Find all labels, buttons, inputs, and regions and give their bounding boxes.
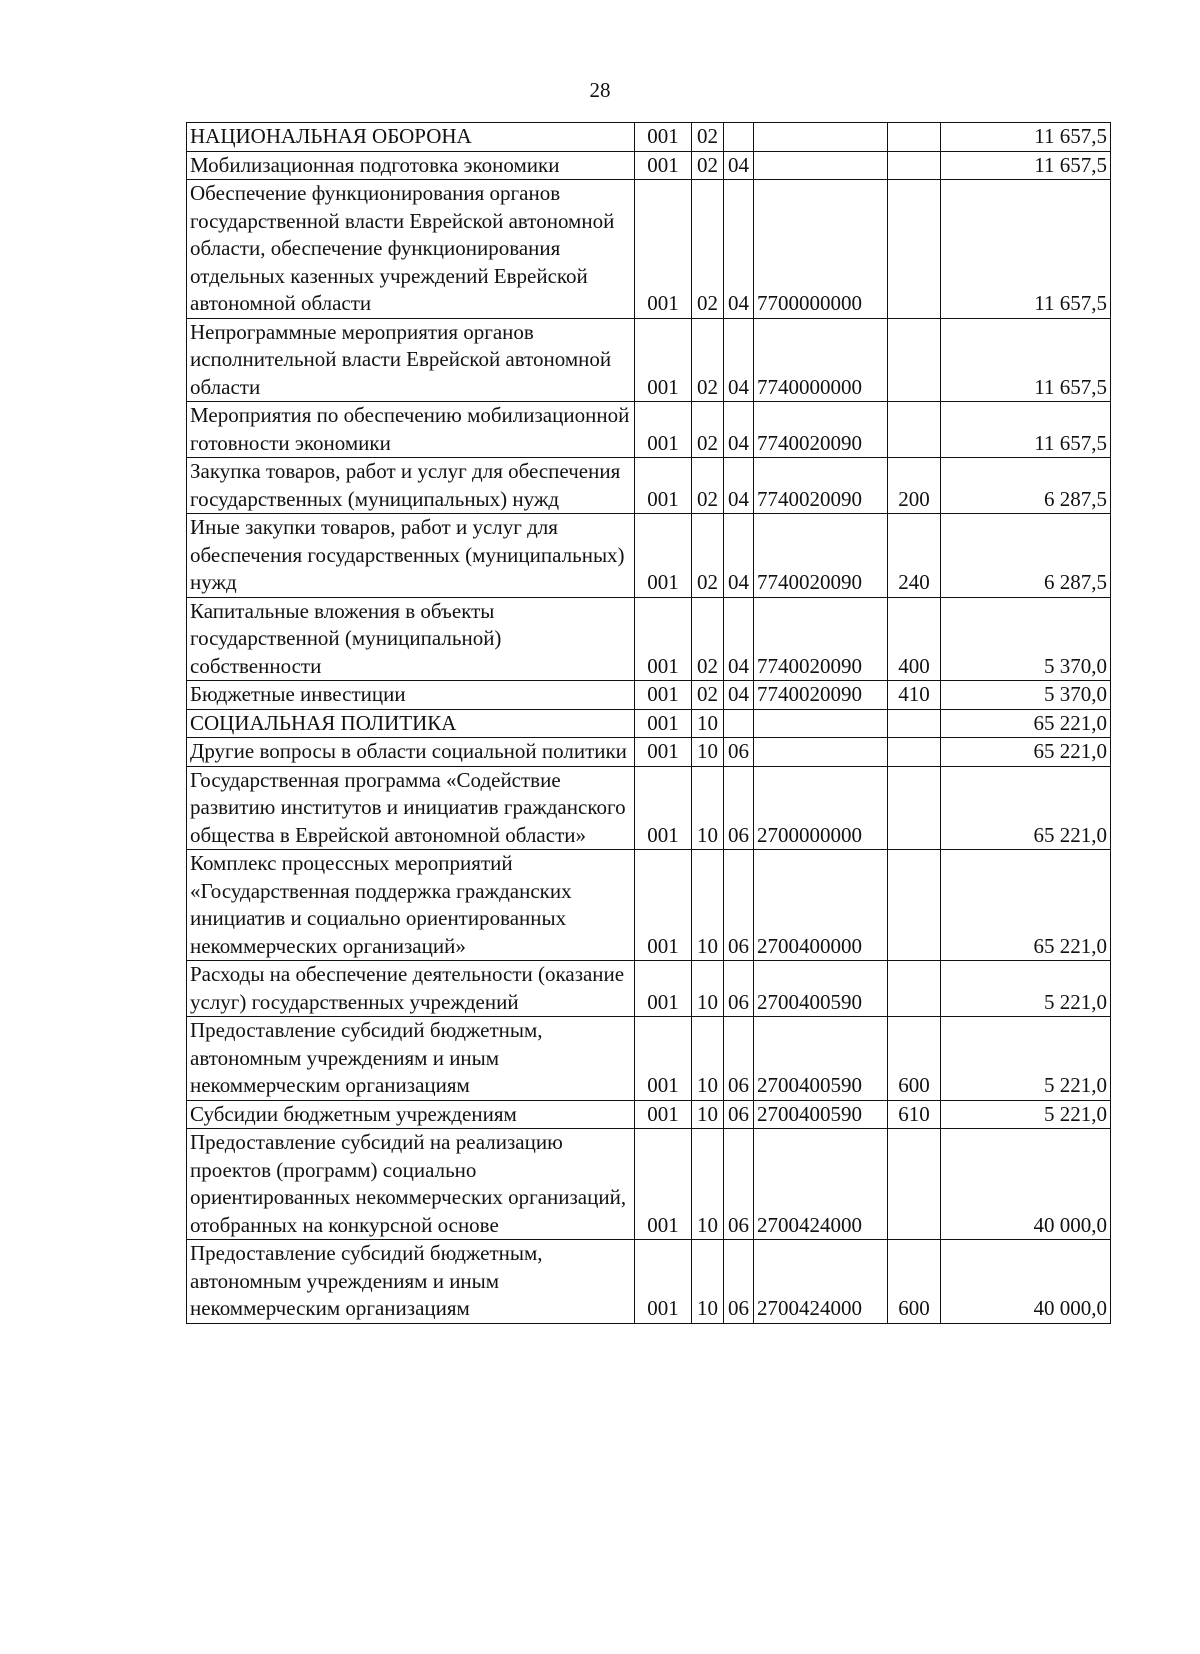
expense-type-code <box>888 1129 941 1240</box>
expense-type-code: 240 <box>888 514 941 598</box>
table-row <box>187 1240 1111 1324</box>
expense-name: Предоставление субсидий бюджетным, автономным учреждениям и иным некоммерческим организациям <box>187 1240 635 1324</box>
expense-name: Закупка товаров, работ и услуг для обеспечения государственных (муниципальных) нужд <box>187 458 635 514</box>
amount: 65 221,0 <box>941 850 1111 961</box>
admin-code: 001 <box>635 514 692 598</box>
admin-code: 001 <box>635 1017 692 1101</box>
expense-type-code <box>888 318 941 402</box>
section-code: 02 <box>692 151 724 180</box>
expense-name: Мероприятия по обеспечению мобилизационной готовности экономики <box>187 402 635 458</box>
section-code: 02 <box>692 458 724 514</box>
section-code: 10 <box>692 961 724 1017</box>
section-code: 02 <box>692 402 724 458</box>
subsection-code: 04 <box>724 681 754 710</box>
target-article-code <box>754 738 888 767</box>
table-row <box>187 766 1111 850</box>
expense-name: Расходы на обеспечение деятельности (оказание услуг) государственных учреждений <box>187 961 635 1017</box>
section-code: 10 <box>692 1240 724 1324</box>
section-code: 02 <box>692 123 724 152</box>
target-article-code <box>754 709 888 738</box>
expense-name: Бюджетные инвестиции <box>187 681 635 710</box>
table-row <box>187 514 1111 598</box>
subsection-code <box>724 123 754 152</box>
table-row <box>187 402 1111 458</box>
expense-name: Капитальные вложения в объекты государственной (муниципальной) собственности <box>187 597 635 681</box>
admin-code: 001 <box>635 597 692 681</box>
section-code: 10 <box>692 1100 724 1129</box>
expense-name: Комплекс процессных мероприятий «Государственная поддержка гражданских инициатив и социально ориентированных некоммерческих организаций» <box>187 850 635 961</box>
amount: 5 221,0 <box>941 1100 1111 1129</box>
table-row <box>187 738 1111 767</box>
budget-table <box>186 122 1111 1324</box>
section-code: 10 <box>692 1017 724 1101</box>
expense-type-code <box>888 738 941 767</box>
section-code: 10 <box>692 1129 724 1240</box>
table-row <box>187 123 1111 152</box>
table-row <box>187 1017 1111 1101</box>
section-code: 10 <box>692 738 724 767</box>
expense-type-code: 600 <box>888 1017 941 1101</box>
table-row <box>187 1129 1111 1240</box>
expense-name: Предоставление субсидий на реализацию проектов (программ) социально ориентированных некоммерческих организаций, отобранных на конкурсной основе <box>187 1129 635 1240</box>
section-code: 02 <box>692 514 724 598</box>
expense-name: СОЦИАЛЬНАЯ ПОЛИТИКА <box>187 709 635 738</box>
section-code: 02 <box>692 681 724 710</box>
target-article-code: 7740020090 <box>754 458 888 514</box>
expense-type-code <box>888 180 941 319</box>
page-number: 28 <box>589 78 611 102</box>
subsection-code: 06 <box>724 1129 754 1240</box>
expense-type-code <box>888 402 941 458</box>
amount: 5 221,0 <box>941 1017 1111 1101</box>
expense-name: Мобилизационная подготовка экономики <box>187 151 635 180</box>
expense-type-code: 600 <box>888 1240 941 1324</box>
amount: 11 657,5 <box>941 318 1111 402</box>
target-article-code: 2700400590 <box>754 1100 888 1129</box>
admin-code: 001 <box>635 458 692 514</box>
expense-name: Другие вопросы в области социальной политики <box>187 738 635 767</box>
expense-name: НАЦИОНАЛЬНАЯ ОБОРОНА <box>187 123 635 152</box>
expense-name: Непрограммные мероприятия органов исполнительной власти Еврейской автономной области <box>187 318 635 402</box>
amount: 5 370,0 <box>941 681 1111 710</box>
table-row <box>187 180 1111 319</box>
target-article-code: 2700400590 <box>754 1017 888 1101</box>
admin-code: 001 <box>635 681 692 710</box>
section-code: 10 <box>692 709 724 738</box>
amount: 65 221,0 <box>941 738 1111 767</box>
expense-type-code: 610 <box>888 1100 941 1129</box>
target-article-code: 2700000000 <box>754 766 888 850</box>
section-code: 10 <box>692 850 724 961</box>
subsection-code: 04 <box>724 151 754 180</box>
target-article-code: 7740020090 <box>754 681 888 710</box>
admin-code: 001 <box>635 1100 692 1129</box>
expense-type-code <box>888 961 941 1017</box>
expense-name: Субсидии бюджетным учреждениям <box>187 1100 635 1129</box>
expense-type-code <box>888 850 941 961</box>
admin-code: 001 <box>635 180 692 319</box>
table-row <box>187 681 1111 710</box>
table-row <box>187 961 1111 1017</box>
table-row <box>187 318 1111 402</box>
table-row <box>187 151 1111 180</box>
table-row <box>187 597 1111 681</box>
target-article-code <box>754 151 888 180</box>
target-article-code: 7740020090 <box>754 514 888 598</box>
target-article-code: 7740000000 <box>754 318 888 402</box>
table-row <box>187 850 1111 961</box>
amount: 6 287,5 <box>941 458 1111 514</box>
expense-type-code <box>888 766 941 850</box>
admin-code: 001 <box>635 1240 692 1324</box>
target-article-code: 7740020090 <box>754 402 888 458</box>
amount: 65 221,0 <box>941 766 1111 850</box>
subsection-code: 04 <box>724 318 754 402</box>
subsection-code: 04 <box>724 514 754 598</box>
section-code: 02 <box>692 597 724 681</box>
expense-type-code: 400 <box>888 597 941 681</box>
target-article-code: 7740020090 <box>754 597 888 681</box>
amount: 11 657,5 <box>941 402 1111 458</box>
target-article-code: 2700400000 <box>754 850 888 961</box>
expense-name: Обеспечение функционирования органов государственной власти Еврейской автономной области, обеспечение функционирования отдельных казенных учреждений Еврейской автономной области <box>187 180 635 319</box>
subsection-code: 04 <box>724 180 754 319</box>
amount: 5 221,0 <box>941 961 1111 1017</box>
section-code: 10 <box>692 766 724 850</box>
expense-type-code: 200 <box>888 458 941 514</box>
expense-name: Предоставление субсидий бюджетным, автономным учреждениям и иным некоммерческим организациям <box>187 1017 635 1101</box>
target-article-code: 2700424000 <box>754 1129 888 1240</box>
admin-code: 001 <box>635 766 692 850</box>
expense-type-code <box>888 151 941 180</box>
subsection-code <box>724 709 754 738</box>
subsection-code: 04 <box>724 402 754 458</box>
subsection-code: 06 <box>724 1017 754 1101</box>
amount: 6 287,5 <box>941 514 1111 598</box>
target-article-code <box>754 123 888 152</box>
subsection-code: 06 <box>724 1240 754 1324</box>
amount: 11 657,5 <box>941 180 1111 319</box>
section-code: 02 <box>692 180 724 319</box>
subsection-code: 06 <box>724 961 754 1017</box>
admin-code: 001 <box>635 709 692 738</box>
expense-type-code: 410 <box>888 681 941 710</box>
section-code: 02 <box>692 318 724 402</box>
subsection-code: 06 <box>724 766 754 850</box>
amount: 11 657,5 <box>941 123 1111 152</box>
target-article-code: 2700400590 <box>754 961 888 1017</box>
target-article-code: 2700424000 <box>754 1240 888 1324</box>
subsection-code: 06 <box>724 1100 754 1129</box>
expense-name: Государственная программа «Содействие развитию институтов и инициатив гражданского общества в Еврейской автономной области» <box>187 766 635 850</box>
table-row <box>187 458 1111 514</box>
expense-type-code <box>888 123 941 152</box>
table-body <box>187 123 1111 1324</box>
admin-code: 001 <box>635 850 692 961</box>
expense-name: Иные закупки товаров, работ и услуг для обеспечения государственных (муниципальных) нужд <box>187 514 635 598</box>
admin-code: 001 <box>635 123 692 152</box>
amount: 5 370,0 <box>941 597 1111 681</box>
expense-type-code <box>888 709 941 738</box>
amount: 40 000,0 <box>941 1240 1111 1324</box>
target-article-code: 7700000000 <box>754 180 888 319</box>
amount: 65 221,0 <box>941 709 1111 738</box>
admin-code: 001 <box>635 402 692 458</box>
subsection-code: 04 <box>724 597 754 681</box>
amount: 40 000,0 <box>941 1129 1111 1240</box>
amount: 11 657,5 <box>941 151 1111 180</box>
admin-code: 001 <box>635 318 692 402</box>
table-row <box>187 1100 1111 1129</box>
subsection-code: 06 <box>724 738 754 767</box>
admin-code: 001 <box>635 961 692 1017</box>
admin-code: 001 <box>635 151 692 180</box>
admin-code: 001 <box>635 1129 692 1240</box>
subsection-code: 04 <box>724 458 754 514</box>
subsection-code: 06 <box>724 850 754 961</box>
admin-code: 001 <box>635 738 692 767</box>
table-row <box>187 709 1111 738</box>
